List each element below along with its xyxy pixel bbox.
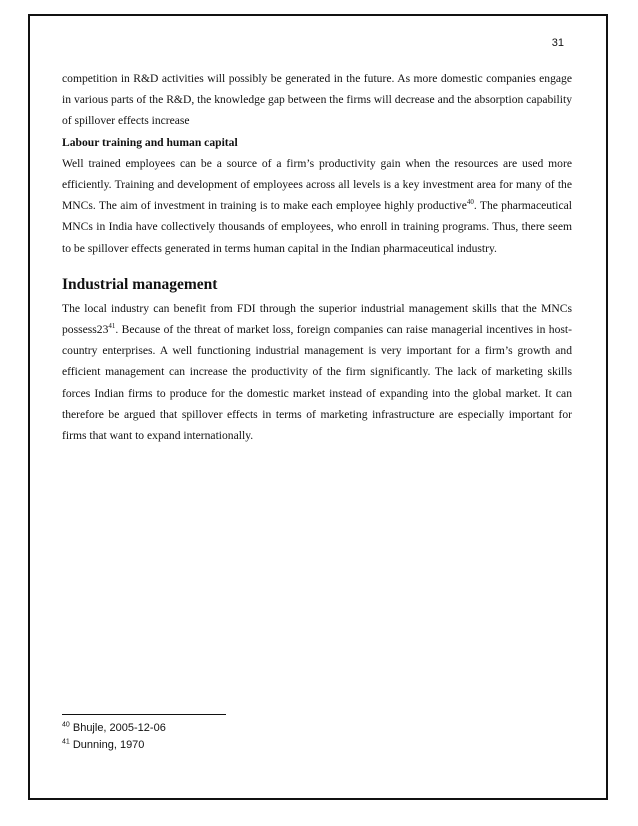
paragraph-rd-competition: competition in R&D activities will possibly be generated in the future. As more domestic companies engage in various parts of the R&D, the knowledge gap between the firms will decrease and the absorption capability of spillover effects increase	[62, 72, 572, 128]
body-text	[62, 68, 572, 446]
paragraph-labour-text-a: Well trained employees can be a source of a firm’s productivity gain when the resources are used more efficiently. Training and development of employees across all levels is a key investment area for many of the MNCs. The aim of investment in training is to make each employee highly productive	[62, 156, 572, 213]
paragraph-industrial-management	[62, 298, 572, 446]
paragraph-industrial-text-a: The local industry can benefit from FDI through the superior industrial management skills that the MNCs possess23	[62, 301, 572, 337]
paragraph-labour-training	[62, 153, 572, 259]
paragraph-industrial-text-b: . Because of the threat of market loss, foreign companies can raise managerial incentives in host- country enterprises. A well functioning industrial management is very important for a firm’s growth and efficient management can increase the productivity of the firm significantly. The lack of marketing skills forces Indian firms to produce for the domestic market instead of expanding into the global market. It can therefore be argued that spillover effects in terms of marketing infrastructure are especially important for firms that want to expand internationally.	[62, 323, 572, 443]
footnote-ref-40[interactable]: 40	[466, 198, 474, 207]
footnote-item	[62, 737, 166, 754]
footnote-number: 40	[62, 721, 70, 729]
heading-industrial-management: Industrial management	[62, 275, 218, 293]
heading-labour-training: Labour training and human capital	[62, 135, 238, 149]
footnotes	[62, 720, 166, 754]
footnote-item	[62, 720, 166, 737]
footnote-divider	[62, 714, 226, 715]
paragraph-labour-text-b: . The pharmaceutical MNCs in India have collectively thousands of employees, who enroll in training programs. Thus, there seem to be spillover effects generated in terms human capital in the Indian pharmaceutical industry.	[62, 199, 572, 255]
footnote-ref-41[interactable]: 41	[108, 322, 116, 331]
page-number: 31	[551, 37, 564, 49]
footnote-number: 41	[62, 738, 70, 746]
footnote-text: Bhujle, 2005-12-06	[72, 722, 166, 734]
footnote-text: Dunning, 1970	[72, 739, 145, 751]
